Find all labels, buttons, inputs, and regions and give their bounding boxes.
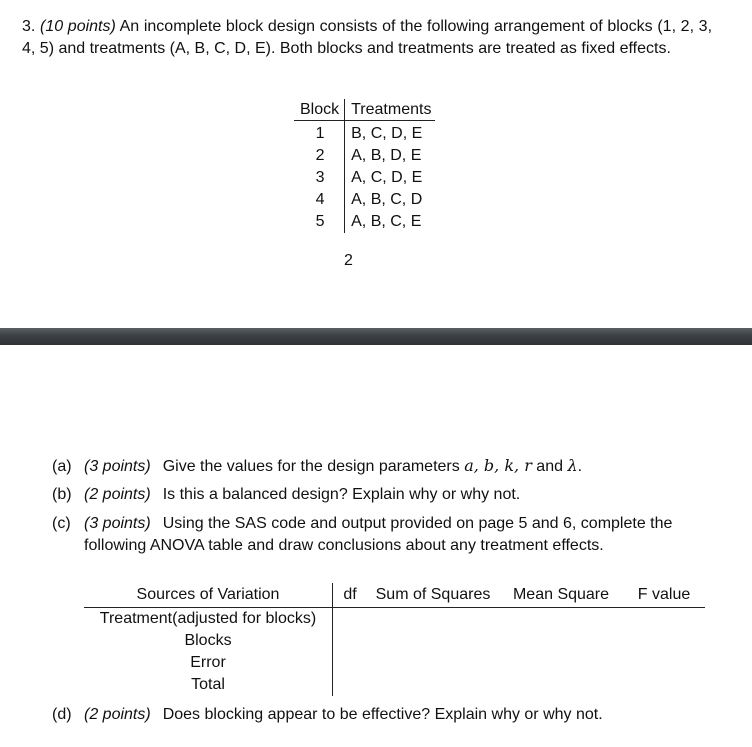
question-c — [52, 513, 712, 535]
question-c-continuation — [84, 535, 744, 557]
anova-ms-cell[interactable] — [499, 608, 623, 631]
block-cell: 5 — [294, 211, 345, 233]
question-a-points: (3 points) — [84, 458, 151, 475]
block-cell: 1 — [294, 121, 345, 146]
question-b — [52, 484, 712, 506]
treatments-cell: A, B, C, D — [351, 191, 423, 208]
anova-f-cell[interactable] — [623, 608, 705, 631]
question-b-points: (2 points) — [84, 486, 151, 503]
anova-header-ss: Sum of Squares — [367, 583, 499, 608]
treatments-cell: A, B, C, E — [351, 213, 422, 230]
block-design-table — [294, 99, 435, 233]
anova-ss-cell[interactable] — [367, 630, 499, 652]
page-number: 2 — [344, 252, 353, 269]
anova-df-cell[interactable] — [333, 652, 368, 674]
table-row — [294, 121, 435, 146]
anova-source: Error — [84, 652, 333, 674]
question-a-end: . — [577, 458, 583, 475]
treatments-cell: A, C, D, E — [351, 169, 423, 186]
question-a-and: and — [531, 458, 568, 475]
question-a — [52, 455, 712, 478]
problem-text: An incomplete block design consists of the following arrangement of blocks (1, 2, 3, 4, 5) and treatments (A, B, C, D, E). Both blocks and treatments are treated as fixed effects. — [22, 18, 713, 57]
anova-df-cell[interactable] — [333, 608, 368, 631]
anova-header-source: Sources of Variation — [84, 583, 333, 608]
treatments-cell: A, B, D, E — [351, 147, 422, 164]
block-cell: 4 — [294, 189, 345, 211]
table-row — [84, 674, 705, 696]
anova-ss-cell[interactable] — [367, 674, 499, 696]
problem-points: (10 points) — [40, 18, 116, 35]
table-row — [294, 211, 435, 233]
anova-ms-cell[interactable] — [499, 630, 623, 652]
table-row — [84, 608, 705, 631]
question-d-tag: (d) — [52, 706, 72, 723]
anova-ms-cell[interactable] — [499, 674, 623, 696]
question-b-text: Is this a balanced design? Explain why or why not. — [162, 486, 521, 503]
page-separator — [0, 328, 752, 345]
question-c-line1: Using the SAS code and output provided on page 5 and 6, complete the — [162, 515, 673, 532]
table-row — [84, 652, 705, 674]
question-b-tag: (b) — [52, 486, 72, 503]
anova-f-cell[interactable] — [623, 674, 705, 696]
question-c-tag: (c) — [52, 515, 71, 532]
question-c-points: (3 points) — [84, 515, 151, 532]
anova-df-cell[interactable] — [333, 674, 368, 696]
question-d-points: (2 points) — [84, 706, 151, 723]
question-d — [52, 704, 712, 726]
treatments-header: Treatments — [345, 99, 436, 121]
block-cell: 2 — [294, 145, 345, 167]
anova-source: Treatment(adjusted for blocks) — [84, 608, 333, 631]
problem-number: 3. — [22, 18, 36, 35]
table-row — [294, 189, 435, 211]
anova-header-ms: Mean Square — [499, 583, 623, 608]
anova-source: Blocks — [84, 630, 333, 652]
anova-f-cell[interactable] — [623, 652, 705, 674]
block-cell: 3 — [294, 167, 345, 189]
lambda-symbol: λ — [567, 456, 578, 475]
question-a-tag: (a) — [52, 458, 72, 475]
anova-f-cell[interactable] — [623, 630, 705, 652]
anova-ss-cell[interactable] — [367, 652, 499, 674]
anova-df-cell[interactable] — [333, 630, 368, 652]
block-header: Block — [294, 99, 345, 121]
table-row — [84, 630, 705, 652]
question-a-params: a, b, k, r — [464, 456, 532, 475]
treatments-cell: B, C, D, E — [351, 125, 423, 142]
anova-header-f: F value — [623, 583, 705, 608]
question-d-text: Does blocking appear to be effective? Explain why or why not. — [162, 706, 603, 723]
problem-statement — [22, 16, 712, 60]
anova-ms-cell[interactable] — [499, 652, 623, 674]
question-a-text: Give the values for the design parameters — [162, 458, 465, 475]
anova-ss-cell[interactable] — [367, 608, 499, 631]
anova-header-df: df — [333, 583, 368, 608]
table-row — [294, 145, 435, 167]
anova-source: Total — [84, 674, 333, 696]
anova-table — [84, 583, 705, 696]
table-row — [294, 167, 435, 189]
question-c-line2: following ANOVA table and draw conclusions about any treatment effects. — [84, 537, 604, 554]
